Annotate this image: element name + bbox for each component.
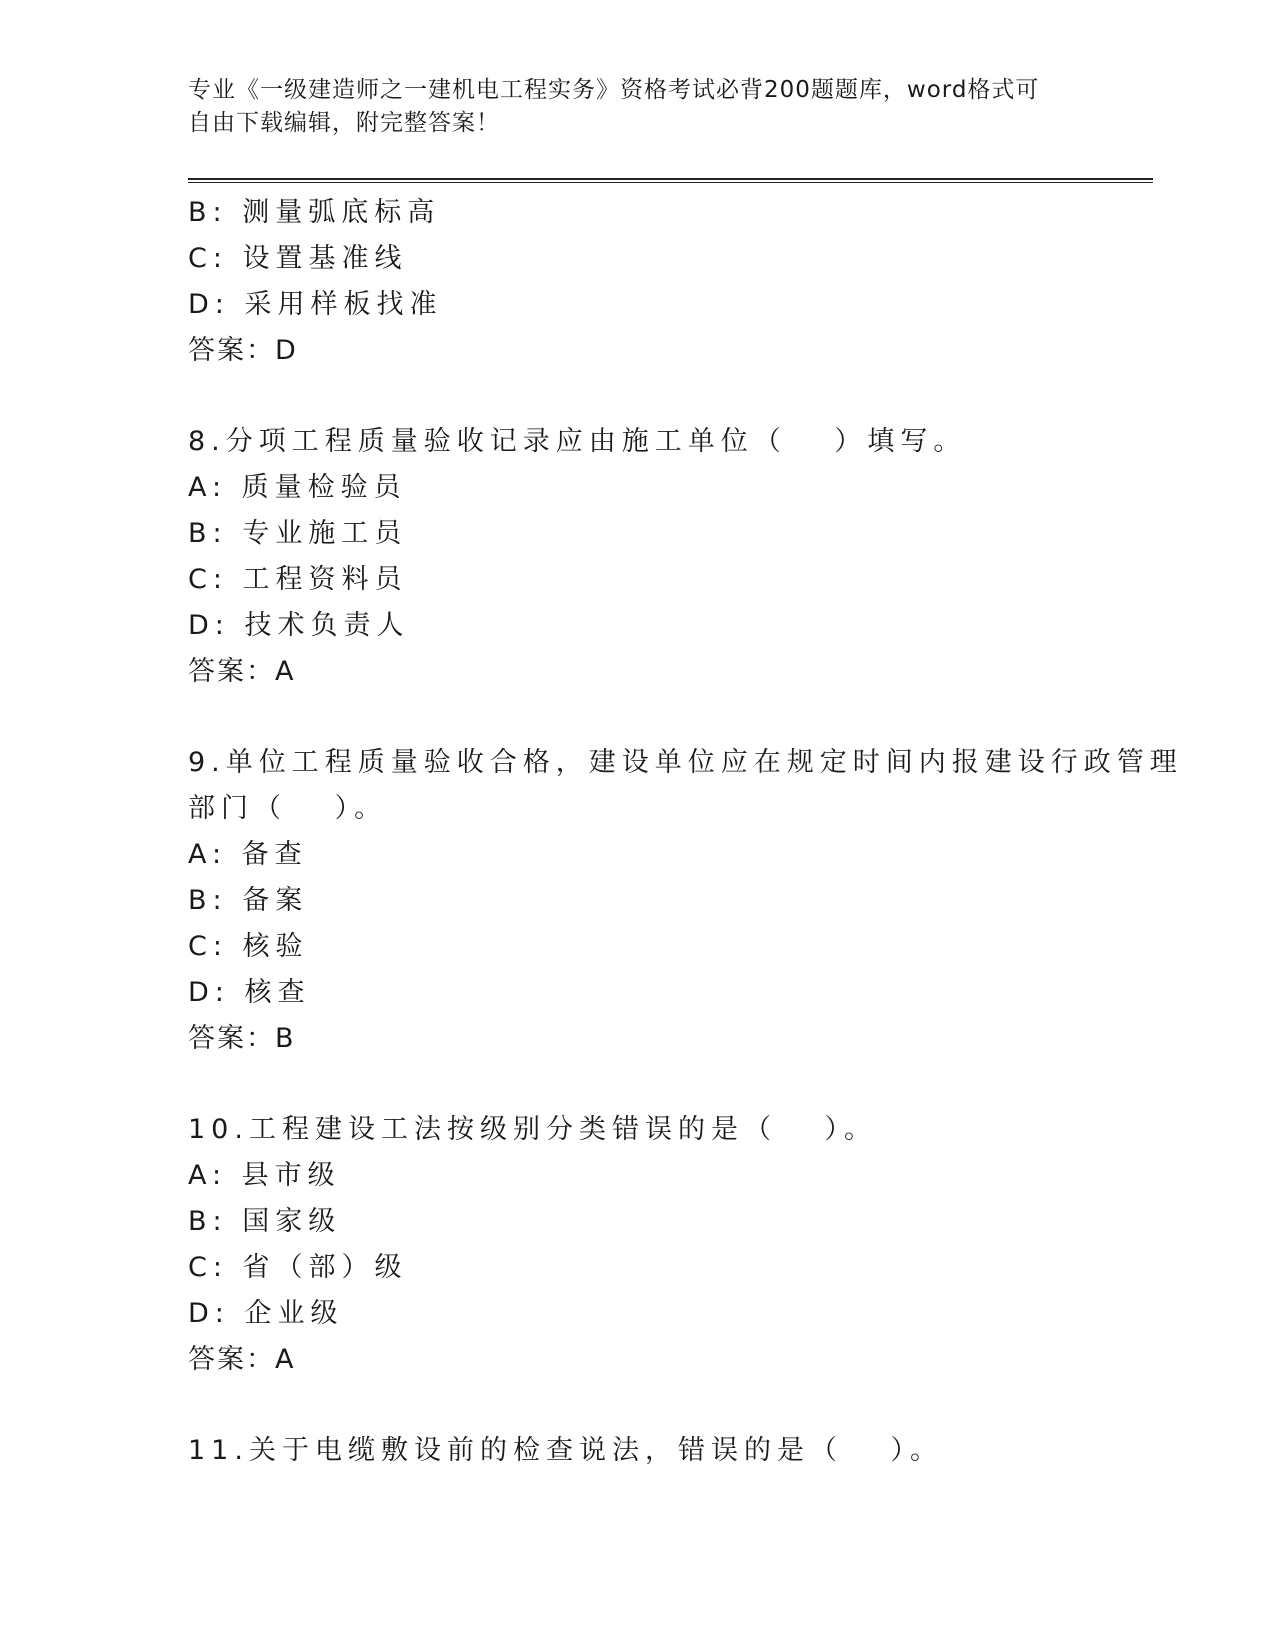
option-a: A: 质量检验员 bbox=[188, 472, 407, 503]
option-b: B: 国家级 bbox=[188, 1206, 342, 1237]
question-list bbox=[188, 190, 1183, 1474]
previous-question-tail bbox=[188, 190, 1088, 374]
option-a: A: 备查 bbox=[188, 839, 308, 870]
question-10 bbox=[188, 1107, 1088, 1383]
answer-line: 答案：B bbox=[188, 1023, 296, 1054]
option-c: C: 工程资料员 bbox=[188, 564, 408, 595]
option-d: D: 采用样板找准 bbox=[188, 289, 443, 320]
question-9 bbox=[188, 740, 1183, 1062]
option-c: C: 核验 bbox=[188, 931, 309, 962]
answer-line: 答案：A bbox=[188, 656, 296, 687]
question-11 bbox=[188, 1428, 1088, 1474]
option-b: B: 专业施工员 bbox=[188, 518, 408, 549]
header-divider bbox=[188, 178, 1153, 183]
answer-line: 答案：D bbox=[188, 335, 298, 366]
option-b: B: 测量弧底标高 bbox=[188, 197, 441, 228]
option-a: A: 县市级 bbox=[188, 1160, 341, 1191]
option-c: C: 省（部）级 bbox=[188, 1252, 408, 1283]
header-line-2: 自由下载编辑，附完整答案！ bbox=[188, 110, 500, 136]
option-d: D: 核查 bbox=[188, 977, 311, 1008]
option-c: C: 设置基准线 bbox=[188, 243, 408, 274]
document-header bbox=[188, 74, 1088, 140]
answer-line: 答案：A bbox=[188, 1344, 296, 1375]
option-d: D: 技术负责人 bbox=[188, 610, 410, 641]
question-stem: 9.单位工程质量验收合格，建设单位应在规定时间内报建设行政管理 bbox=[188, 747, 1183, 778]
header-line-1: 专业《一级建造师之一建机电工程实务》资格考试必背200题题库，word格式可 bbox=[188, 77, 1040, 103]
question-stem: 10.工程建设工法按级别分类错误的是（ ）。 bbox=[188, 1114, 878, 1145]
question-8 bbox=[188, 419, 1088, 695]
question-stem-continued: 部门（ ）。 bbox=[188, 793, 388, 824]
question-stem: 11.关于电缆敷设前的检查说法，错误的是（ ）。 bbox=[188, 1435, 944, 1466]
option-d: D: 企业级 bbox=[188, 1298, 344, 1329]
option-b: B: 备案 bbox=[188, 885, 309, 916]
question-stem: 8.分项工程质量验收记录应由施工单位（ ）填写。 bbox=[188, 426, 967, 457]
